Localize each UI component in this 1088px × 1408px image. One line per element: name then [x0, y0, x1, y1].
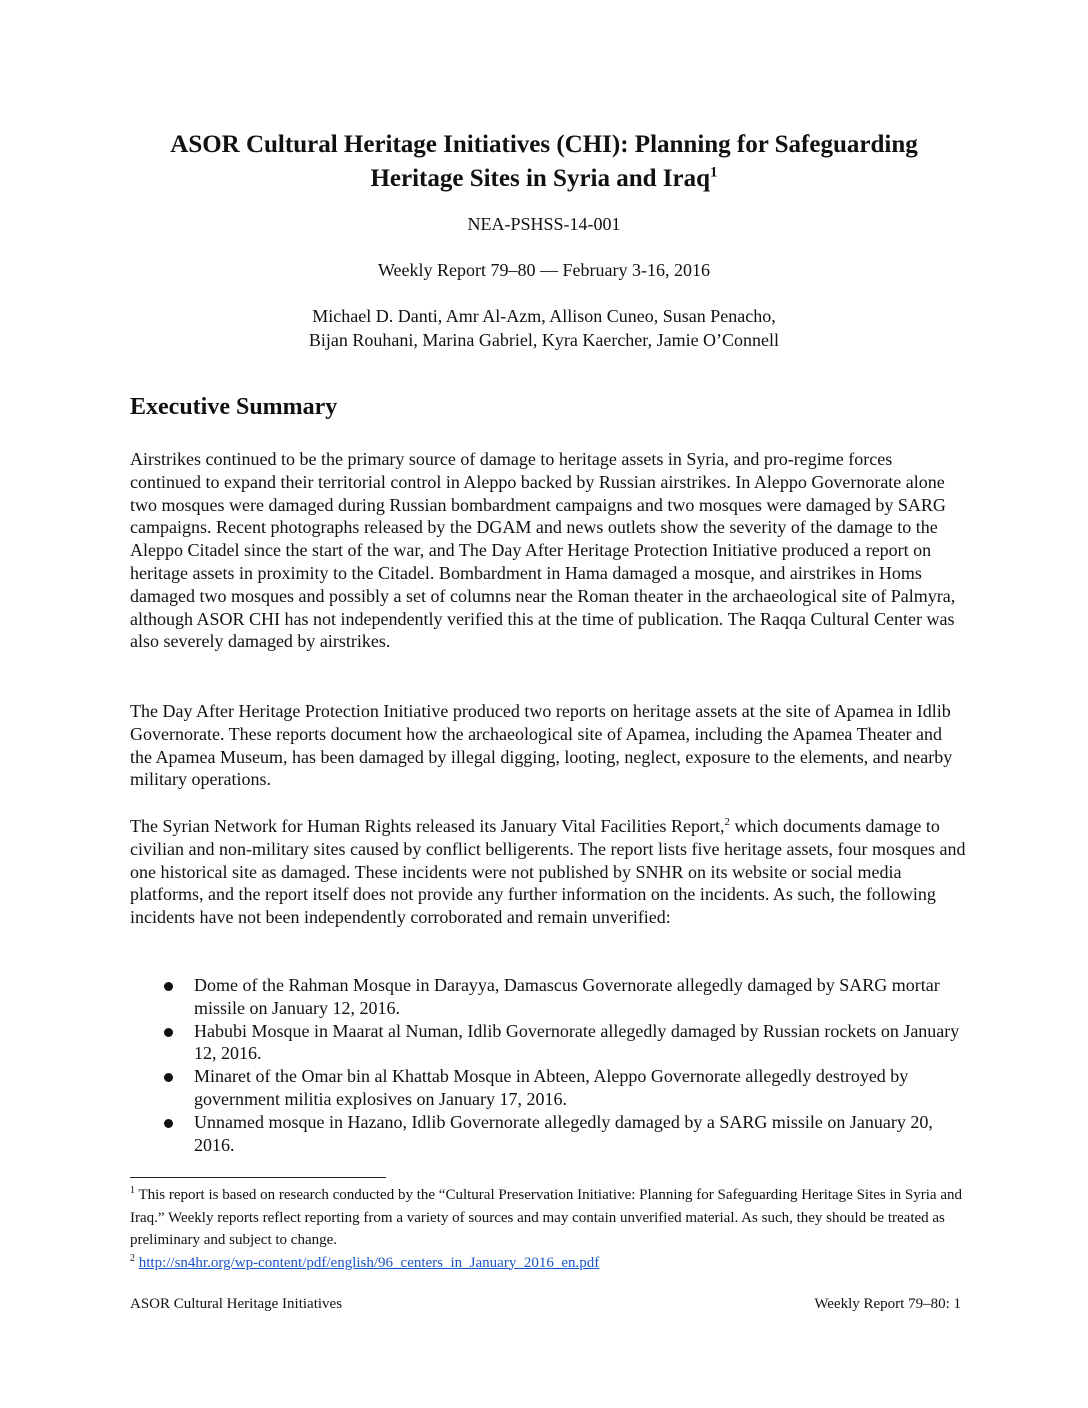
- authors-line-2: Bijan Rouhani, Marina Gabriel, Kyra Kaercher, Jamie O’Connell: [308, 330, 780, 350]
- report-title: [130, 128, 958, 196]
- list-item: [130, 974, 966, 1020]
- footer-page-number: Weekly Report 79–80: 1: [814, 1296, 961, 1312]
- footnote-2: [130, 1252, 966, 1275]
- summary-paragraph-3: [130, 815, 966, 929]
- footnote-1-text: This report is based on research conducted by the “Cultural Preservation Initiative: Planning for Safeguarding Heritage Sites in Syria and Iraq.” Weekly reports reflect reporting from a variety of sources and may contain unverified material. As such, they should be treated as preliminary and subject to change.: [130, 1187, 962, 1248]
- list-item-text: Dome of the Rahman Mosque in Darayya, Damascus Governorate allegedly damaged by SARG mortar missile on January 12, 2016.: [194, 975, 940, 1018]
- authors: [130, 304, 958, 352]
- incident-list: [130, 974, 966, 1156]
- bullet-icon: [164, 1073, 173, 1082]
- report-title-text: ASOR Cultural Heritage Initiatives (CHI): Planning for Safeguarding Heritage Sites in Syria and Iraq: [170, 131, 918, 192]
- authors-line-1: Michael D. Danti, Amr Al-Azm, Allison Cuneo, Susan Penacho,: [312, 306, 776, 326]
- bullet-icon: [164, 982, 173, 991]
- report-date-line: Weekly Report 79–80 — February 3-16, 2016: [378, 260, 710, 280]
- bullet-icon: [164, 1119, 173, 1128]
- footer-organization: ASOR Cultural Heritage Initiatives: [130, 1296, 343, 1312]
- summary-paragraph-2: The Day After Heritage Protection Initiative produced two reports on heritage assets at the site of Apamea in Idlib Governorate. These reports document how the archaeological site of Apamea, including the Apamea Theater and the Apamea Museum, has been damaged by illegal digging, looting, neglect, exposure to the elements, and nearby military operations.: [130, 701, 953, 790]
- list-item: [130, 1065, 966, 1111]
- list-item-text: Unnamed mosque in Hazano, Idlib Governorate allegedly damaged by a SARG missile on January 20, 2016.: [194, 1111, 933, 1155]
- footnote-1-marker: 1: [130, 1185, 135, 1196]
- bullet-icon: [164, 1028, 173, 1037]
- footnote-divider: [130, 1177, 386, 1178]
- grant-number: NEA-PSHSS-14-001: [467, 214, 621, 234]
- list-item: [130, 1020, 966, 1066]
- footnote-2-link[interactable]: http://sn4hr.org/wp-content/pdf/english/96_centers_in_January_2016_en.pdf: [138, 1254, 600, 1271]
- footnote-1: [130, 1184, 966, 1252]
- list-item-text: Habubi Mosque in Maarat al Numan, Idlib Governorate allegedly damaged by Russian rockets on January 12, 2016.: [194, 1020, 960, 1064]
- list-item: [130, 1111, 966, 1157]
- footnote-2-marker: 2: [130, 1252, 135, 1264]
- paragraph-3-text-b: which documents damage to civilian and non-military sites caused by conflict belligerents. The report lists five heritage assets, four mosques and one historical site as damaged. These incidents were not published by SNHR on its website or social media platforms, and the report itself does not provide any further information on the incidents. As such, the following incidents have not been independently corroborated and remain unverified:: [130, 816, 966, 928]
- title-footnote-ref[interactable]: 1: [710, 164, 718, 181]
- summary-paragraph-1: Airstrikes continued to be the primary source of damage to heritage assets in Syria, and pro-regime forces continued to expand their territorial control in Aleppo backed by Russian airstrikes. In Aleppo Governorate alone two mosques were damaged during Russian bombardment campaigns and two mosques were damaged by SARG campaigns. Recent photographs released by the DGAM and news outlets show the severity of the damage to the Aleppo Citadel since the start of the war, and The Day After Heritage Protection Initiative produced a report on heritage assets in proximity to the Citadel. Bombardment in Hama damaged a mosque, and airstrikes in Homs damaged two mosques and possibly a set of columns near the Roman theater in the archaeological site of Palmyra, although ASOR CHI has not independently verified this at the time of publication. The Raqqa Cultural Center was also severely damaged by airstrikes.: [130, 449, 956, 652]
- list-item-text: Minaret of the Omar bin al Khattab Mosque in Abteen, Aleppo Governorate allegedly destroyed by government militia explosives on January 17, 2016.: [194, 1066, 909, 1109]
- executive-summary-heading: Executive Summary: [130, 394, 338, 420]
- footnote-ref-2[interactable]: 2: [724, 816, 730, 828]
- paragraph-3-text-a: The Syrian Network for Human Rights released its January Vital Facilities Report,: [130, 816, 725, 836]
- footnotes: [130, 1184, 966, 1274]
